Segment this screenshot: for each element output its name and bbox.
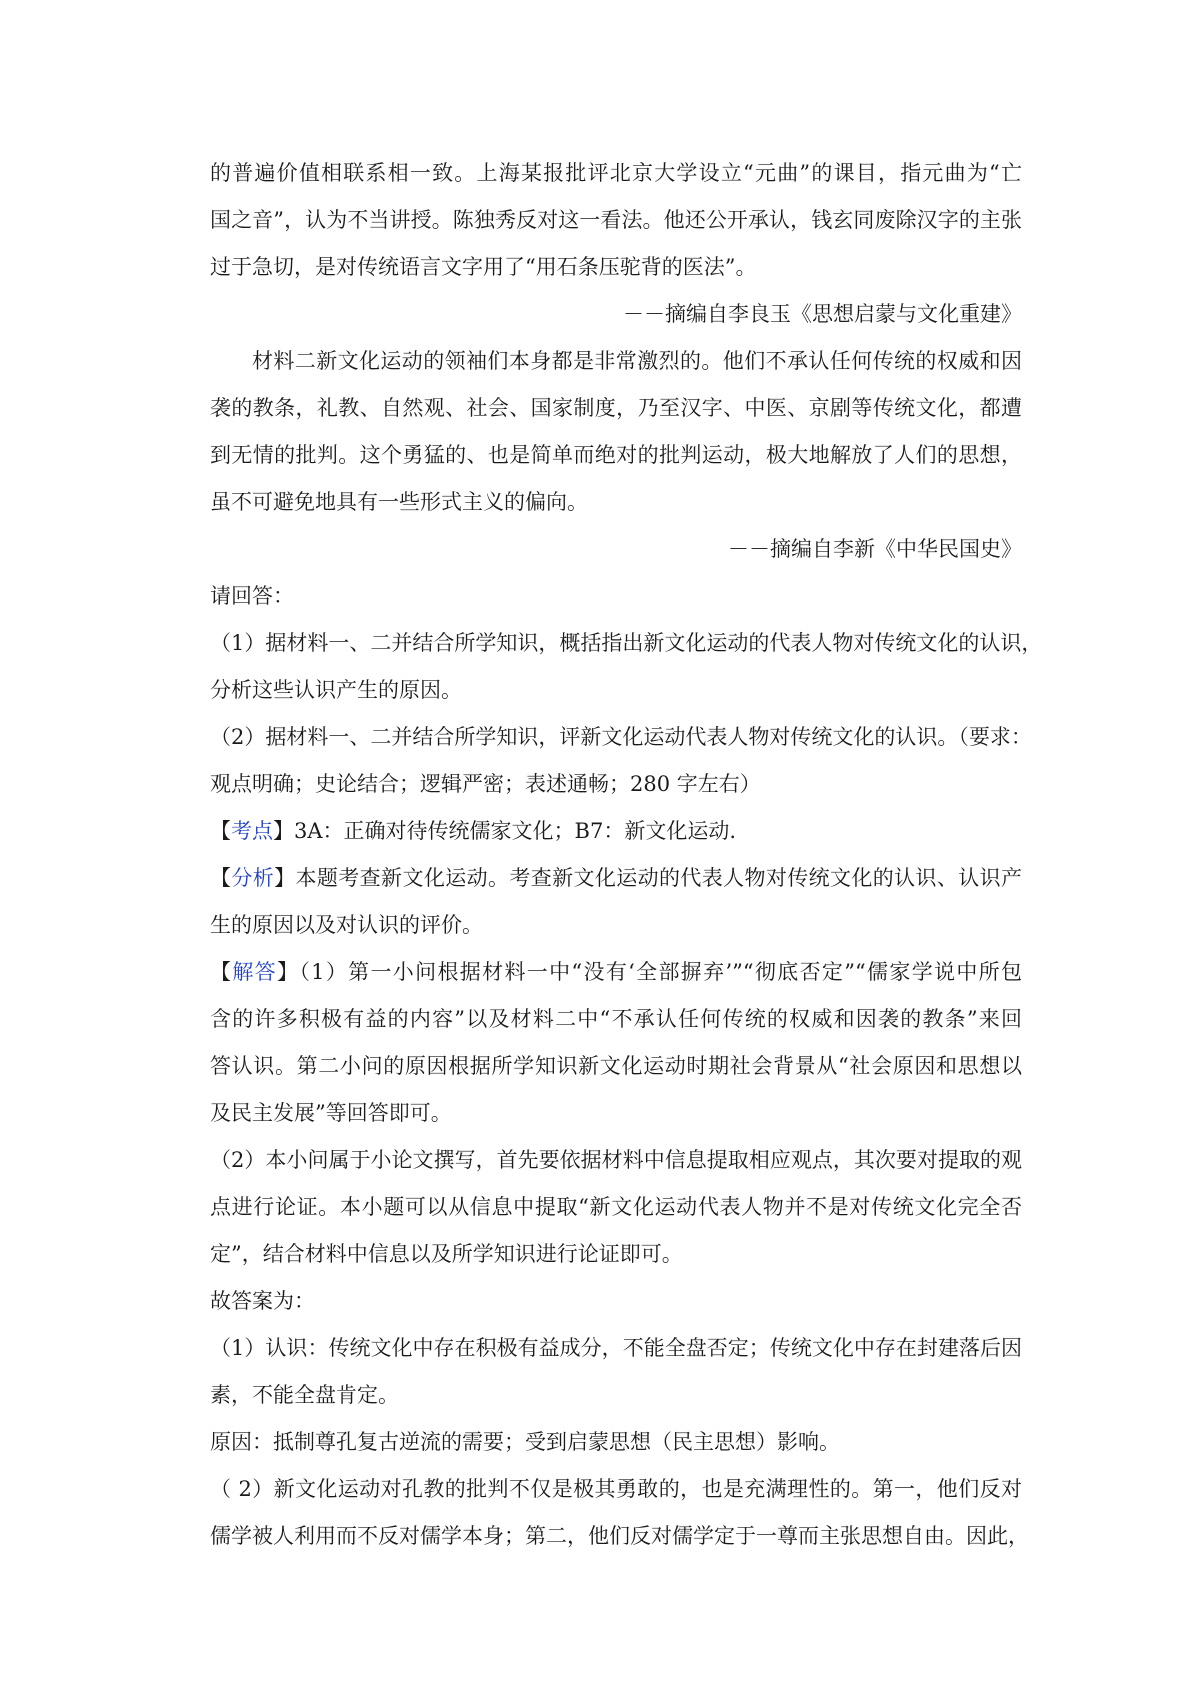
answer-line: （ 2）新文化运动对孔教的批判不仅是极其勇敢的，也是充满理性的。第一，他们反对 bbox=[210, 1477, 1022, 1501]
paragraph-line: 生的原因以及对认识的评价。 bbox=[210, 913, 483, 937]
question-line: 分析这些认识产生的原因。 bbox=[210, 678, 462, 702]
kaodian-line bbox=[210, 808, 1022, 855]
kaodian-label: 考点 bbox=[231, 819, 273, 843]
kaodian-text: 3A：正确对待传统儒家文化；B7：新文化运动. bbox=[294, 819, 736, 843]
document-page bbox=[210, 150, 1043, 1560]
paragraph-line: 及民主发展”等回答即可。 bbox=[210, 1101, 452, 1125]
paragraph-line: 材料二新文化运动的领袖们本身都是非常激烈的。他们不承认任何传统的权威和因 bbox=[252, 349, 1022, 373]
paragraph-line: 国之音”，认为不当讲授。陈独秀反对这一看法。他还公开承认，钱玄同废除汉字的主张 bbox=[210, 208, 1022, 232]
paragraph-line: 虽不可避免地具有一些形式主义的偏向。 bbox=[210, 490, 588, 514]
paragraph-line: 含的许多积极有益的内容”以及材料二中“不承认任何传统的权威和因袭的教条”来回 bbox=[210, 1007, 1022, 1031]
fenxi-text: 本题考查新文化运动。考查新文化运动的代表人物对传统文化的认识、认识产 bbox=[295, 866, 1023, 890]
answer-intro: 故答案为： bbox=[210, 1289, 315, 1313]
paragraph-line: 到无情的批判。这个勇猛的、也是简单而绝对的批判运动，极大地解放了人们的思想， bbox=[210, 443, 1022, 467]
tag-close-bracket: 】 bbox=[276, 960, 300, 984]
jieda-label: 解答 bbox=[232, 960, 277, 984]
tag-open-bracket: 【 bbox=[210, 960, 233, 984]
source-citation: －－摘编自李新《中华民国史》 bbox=[728, 537, 1022, 561]
question-line: 观点明确；史论结合；逻辑严密；表述通畅；280 字左右） bbox=[210, 772, 761, 796]
jieda-text: （1）第一小问根据材料一中“没有‘全部摒弃’”“彻底否定”“儒家学说中所包 bbox=[299, 960, 1023, 984]
paragraph-line: 点进行论证。本小题可以从信息中提取“新文化运动代表人物并不是对传统文化完全否 bbox=[210, 1195, 1022, 1219]
tag-close-bracket: 】 bbox=[273, 819, 294, 843]
paragraph-line: 定”，结合材料中信息以及所学知识进行论证即可。 bbox=[210, 1242, 683, 1266]
paragraph-line: 袭的教条，礼教、自然观、社会、国家制度，乃至汉字、中医、京剧等传统文化，都遭 bbox=[210, 396, 1022, 420]
paragraph-line: 答认识。第二小问的原因根据所学知识新文化运动时期社会背景从“社会原因和思想以 bbox=[210, 1054, 1022, 1078]
fenxi-line bbox=[210, 855, 1022, 902]
question-line: （1）据材料一、二并结合所学知识，概括指出新文化运动的代表人物对传统文化的认识， bbox=[210, 631, 1043, 655]
tag-open-bracket: 【 bbox=[210, 866, 232, 890]
source-citation: －－摘编自李良玉《思想启蒙与文化重建》 bbox=[623, 302, 1022, 326]
tag-open-bracket: 【 bbox=[210, 819, 231, 843]
answer-line: 原因：抵制尊孔复古逆流的需要；受到启蒙思想（民主思想）影响。 bbox=[210, 1430, 840, 1454]
paragraph-line: （2）本小问属于小论文撰写，首先要依据材料中信息提取相应观点，其次要对提取的观 bbox=[210, 1148, 1022, 1172]
paragraph-line: 的普遍价值相联系相一致。上海某报批评北京大学设立“元曲”的课目，指元曲为“亡 bbox=[210, 161, 1022, 185]
answer-line: （1）认识：传统文化中存在积极有益成分，不能全盘否定；传统文化中存在封建落后因 bbox=[210, 1336, 1022, 1360]
answer-line: 素，不能全盘肯定。 bbox=[210, 1383, 399, 1407]
jieda-line bbox=[210, 949, 1022, 996]
answer-line: 儒学被人利用而不反对儒学本身；第二，他们反对儒学定于一尊而主张思想自由。因此， bbox=[210, 1524, 1029, 1548]
tag-close-bracket: 】 bbox=[274, 866, 296, 890]
question-line: （2）据材料一、二并结合所学知识，评新文化运动代表人物对传统文化的认识。（要求： bbox=[210, 725, 1032, 749]
fenxi-label: 分析 bbox=[231, 866, 275, 890]
paragraph-line: 过于急切，是对传统语言文字用了“用石条压驼背的医法”。 bbox=[210, 255, 757, 279]
question-prompt: 请回答： bbox=[210, 584, 294, 608]
